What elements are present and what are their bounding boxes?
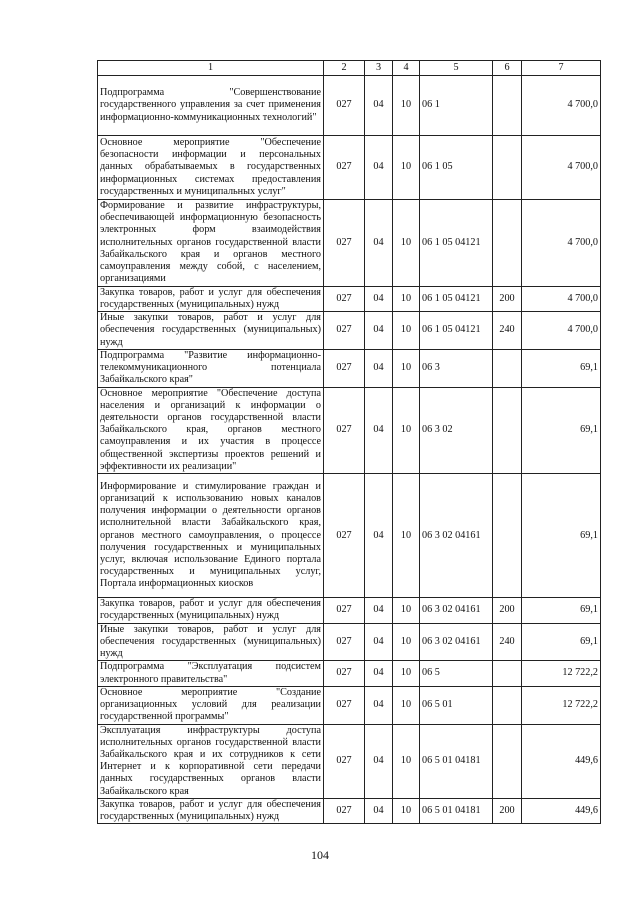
subsection-cell: 10	[393, 474, 420, 598]
section-cell: 04	[365, 349, 393, 387]
target-article-cell: 06 3 02 04161	[420, 474, 493, 598]
subsection-cell: 10	[393, 136, 420, 200]
table-row	[98, 598, 601, 623]
admin-code-cell: 027	[324, 724, 365, 798]
header-cell: 2	[324, 61, 365, 76]
section-cell: 04	[365, 76, 393, 136]
target-article-cell: 06 5 01	[420, 686, 493, 724]
target-article-cell: 06 3 02 04161	[420, 623, 493, 661]
expense-type-cell: 240	[493, 623, 522, 661]
header-cell: 1	[98, 61, 324, 76]
admin-code-cell: 027	[324, 286, 365, 311]
header-row	[98, 61, 601, 76]
amount-cell: 4 700,0	[522, 286, 601, 311]
table-row	[98, 76, 601, 136]
target-article-cell: 06 3 02	[420, 387, 493, 474]
admin-code-cell: 027	[324, 474, 365, 598]
subsection-cell: 10	[393, 286, 420, 311]
subsection-cell: 10	[393, 200, 420, 287]
section-cell: 04	[365, 136, 393, 200]
section-cell: 04	[365, 312, 393, 350]
expense-type-cell: 200	[493, 598, 522, 623]
expense-type-cell: 200	[493, 286, 522, 311]
subsection-cell: 10	[393, 387, 420, 474]
row-name-cell: Основное мероприятие "Создание организационных условий для реализации государственной программы"	[98, 686, 324, 724]
subsection-cell: 10	[393, 724, 420, 798]
budget-table	[97, 60, 601, 824]
section-cell: 04	[365, 474, 393, 598]
admin-code-cell: 027	[324, 623, 365, 661]
amount-cell: 69,1	[522, 349, 601, 387]
row-name-cell: Основное мероприятие "Обеспечение безопасности информации и персональных данных обрабатываемых в государственных информационных системах предоставления государственных и муниципальных услуг"	[98, 136, 324, 200]
section-cell: 04	[365, 798, 393, 823]
subsection-cell: 10	[393, 312, 420, 350]
section-cell: 04	[365, 623, 393, 661]
section-cell: 04	[365, 661, 393, 686]
row-name-cell: Закупка товаров, работ и услуг для обеспечения государственных (муниципальных) нужд	[98, 798, 324, 823]
admin-code-cell: 027	[324, 387, 365, 474]
section-cell: 04	[365, 200, 393, 287]
admin-code-cell: 027	[324, 686, 365, 724]
subsection-cell: 10	[393, 598, 420, 623]
section-cell: 04	[365, 724, 393, 798]
table-row	[98, 474, 601, 598]
expense-type-cell	[493, 136, 522, 200]
row-name-cell: Закупка товаров, работ и услуг для обеспечения государственных (муниципальных) нужд	[98, 286, 324, 311]
header-cell: 7	[522, 61, 601, 76]
target-article-cell: 06 5	[420, 661, 493, 686]
table-row	[98, 312, 601, 350]
target-article-cell: 06 5 01 04181	[420, 724, 493, 798]
table-row	[98, 623, 601, 661]
row-name-cell: Информирование и стимулирование граждан и организаций к использованию новых каналов получения информации о деятельности органов исполнительной власти Забайкальского края, органов местного самоуправления, о процессе получения государственных и муниципальных услуг, включая использование Единого портала государственных и муниципальных услуг, Портала информационных киосков	[98, 474, 324, 598]
admin-code-cell: 027	[324, 661, 365, 686]
row-name-cell: Формирование и развитие инфраструктуры, обеспечивающей информационную безопасность электронных форм взаимодействия исполнительных органов государственной власти Забайкальского края и органов местного самоуправления между собой, с населением, организациями	[98, 200, 324, 287]
table-row	[98, 798, 601, 823]
section-cell: 04	[365, 286, 393, 311]
row-name-cell: Подпрограмма "Развитие информационно-телекоммуникационного потенциала Забайкальского края"	[98, 349, 324, 387]
section-cell: 04	[365, 387, 393, 474]
admin-code-cell: 027	[324, 200, 365, 287]
table-row	[98, 200, 601, 287]
target-article-cell: 06 5 01 04181	[420, 798, 493, 823]
expense-type-cell	[493, 387, 522, 474]
amount-cell: 69,1	[522, 474, 601, 598]
subsection-cell: 10	[393, 686, 420, 724]
amount-cell: 69,1	[522, 623, 601, 661]
admin-code-cell: 027	[324, 136, 365, 200]
expense-type-cell	[493, 686, 522, 724]
table-row	[98, 349, 601, 387]
row-name-cell: Иные закупки товаров, работ и услуг для обеспечения государственных (муниципальных) нужд	[98, 312, 324, 350]
admin-code-cell: 027	[324, 798, 365, 823]
expense-type-cell: 240	[493, 312, 522, 350]
admin-code-cell: 027	[324, 349, 365, 387]
subsection-cell: 10	[393, 661, 420, 686]
target-article-cell: 06 3 02 04161	[420, 598, 493, 623]
amount-cell: 4 700,0	[522, 76, 601, 136]
target-article-cell: 06 1 05 04121	[420, 286, 493, 311]
expense-type-cell	[493, 200, 522, 287]
target-article-cell: 06 1 05	[420, 136, 493, 200]
row-name-cell: Подпрограмма "Эксплуатация подсистем электронного правительства"	[98, 661, 324, 686]
amount-cell: 449,6	[522, 724, 601, 798]
table-row	[98, 686, 601, 724]
subsection-cell: 10	[393, 623, 420, 661]
amount-cell: 4 700,0	[522, 200, 601, 287]
amount-cell: 69,1	[522, 387, 601, 474]
admin-code-cell: 027	[324, 598, 365, 623]
expense-type-cell: 200	[493, 798, 522, 823]
table-row	[98, 286, 601, 311]
header-cell: 3	[365, 61, 393, 76]
target-article-cell: 06 1 05 04121	[420, 200, 493, 287]
header-cell: 5	[420, 61, 493, 76]
expense-type-cell	[493, 724, 522, 798]
amount-cell: 4 700,0	[522, 136, 601, 200]
row-name-cell: Закупка товаров, работ и услуг для обеспечения государственных (муниципальных) нужд	[98, 598, 324, 623]
row-name-cell: Эксплуатация инфраструктуры доступа исполнительных органов государственной власти Забайкальского края и их сотрудников к сети Интернет и к корпоративной сети передачи данных государственных органов власти Забайкальского края	[98, 724, 324, 798]
header-cell: 6	[493, 61, 522, 76]
target-article-cell: 06 3	[420, 349, 493, 387]
amount-cell: 12 722,2	[522, 661, 601, 686]
expense-type-cell	[493, 474, 522, 598]
header-cell: 4	[393, 61, 420, 76]
target-article-cell: 06 1 05 04121	[420, 312, 493, 350]
section-cell: 04	[365, 686, 393, 724]
amount-cell: 69,1	[522, 598, 601, 623]
admin-code-cell: 027	[324, 76, 365, 136]
table-row	[98, 661, 601, 686]
amount-cell: 449,6	[522, 798, 601, 823]
target-article-cell: 06 1	[420, 76, 493, 136]
admin-code-cell: 027	[324, 312, 365, 350]
subsection-cell: 10	[393, 798, 420, 823]
expense-type-cell	[493, 661, 522, 686]
section-cell: 04	[365, 598, 393, 623]
table-row	[98, 136, 601, 200]
amount-cell: 4 700,0	[522, 312, 601, 350]
page-number: 104	[311, 848, 329, 862]
expense-type-cell	[493, 349, 522, 387]
subsection-cell: 10	[393, 76, 420, 136]
subsection-cell: 10	[393, 349, 420, 387]
amount-cell: 12 722,2	[522, 686, 601, 724]
table-row	[98, 387, 601, 474]
row-name-cell: Иные закупки товаров, работ и услуг для обеспечения государственных (муниципальных) нужд	[98, 623, 324, 661]
row-name-cell: Основное мероприятие "Обеспечение доступа населения и организаций к информации о деятельности органов государственной власти Забайкальского края, органов местного самоуправления и их участия в процессе общественной экспертизы проектов решений и эффективности их реализации"	[98, 387, 324, 474]
expense-type-cell	[493, 76, 522, 136]
row-name-cell: Подпрограмма "Совершенствование государственного управления за счет применения информационно-коммуникационных технологий"	[98, 76, 324, 136]
table-row	[98, 724, 601, 798]
